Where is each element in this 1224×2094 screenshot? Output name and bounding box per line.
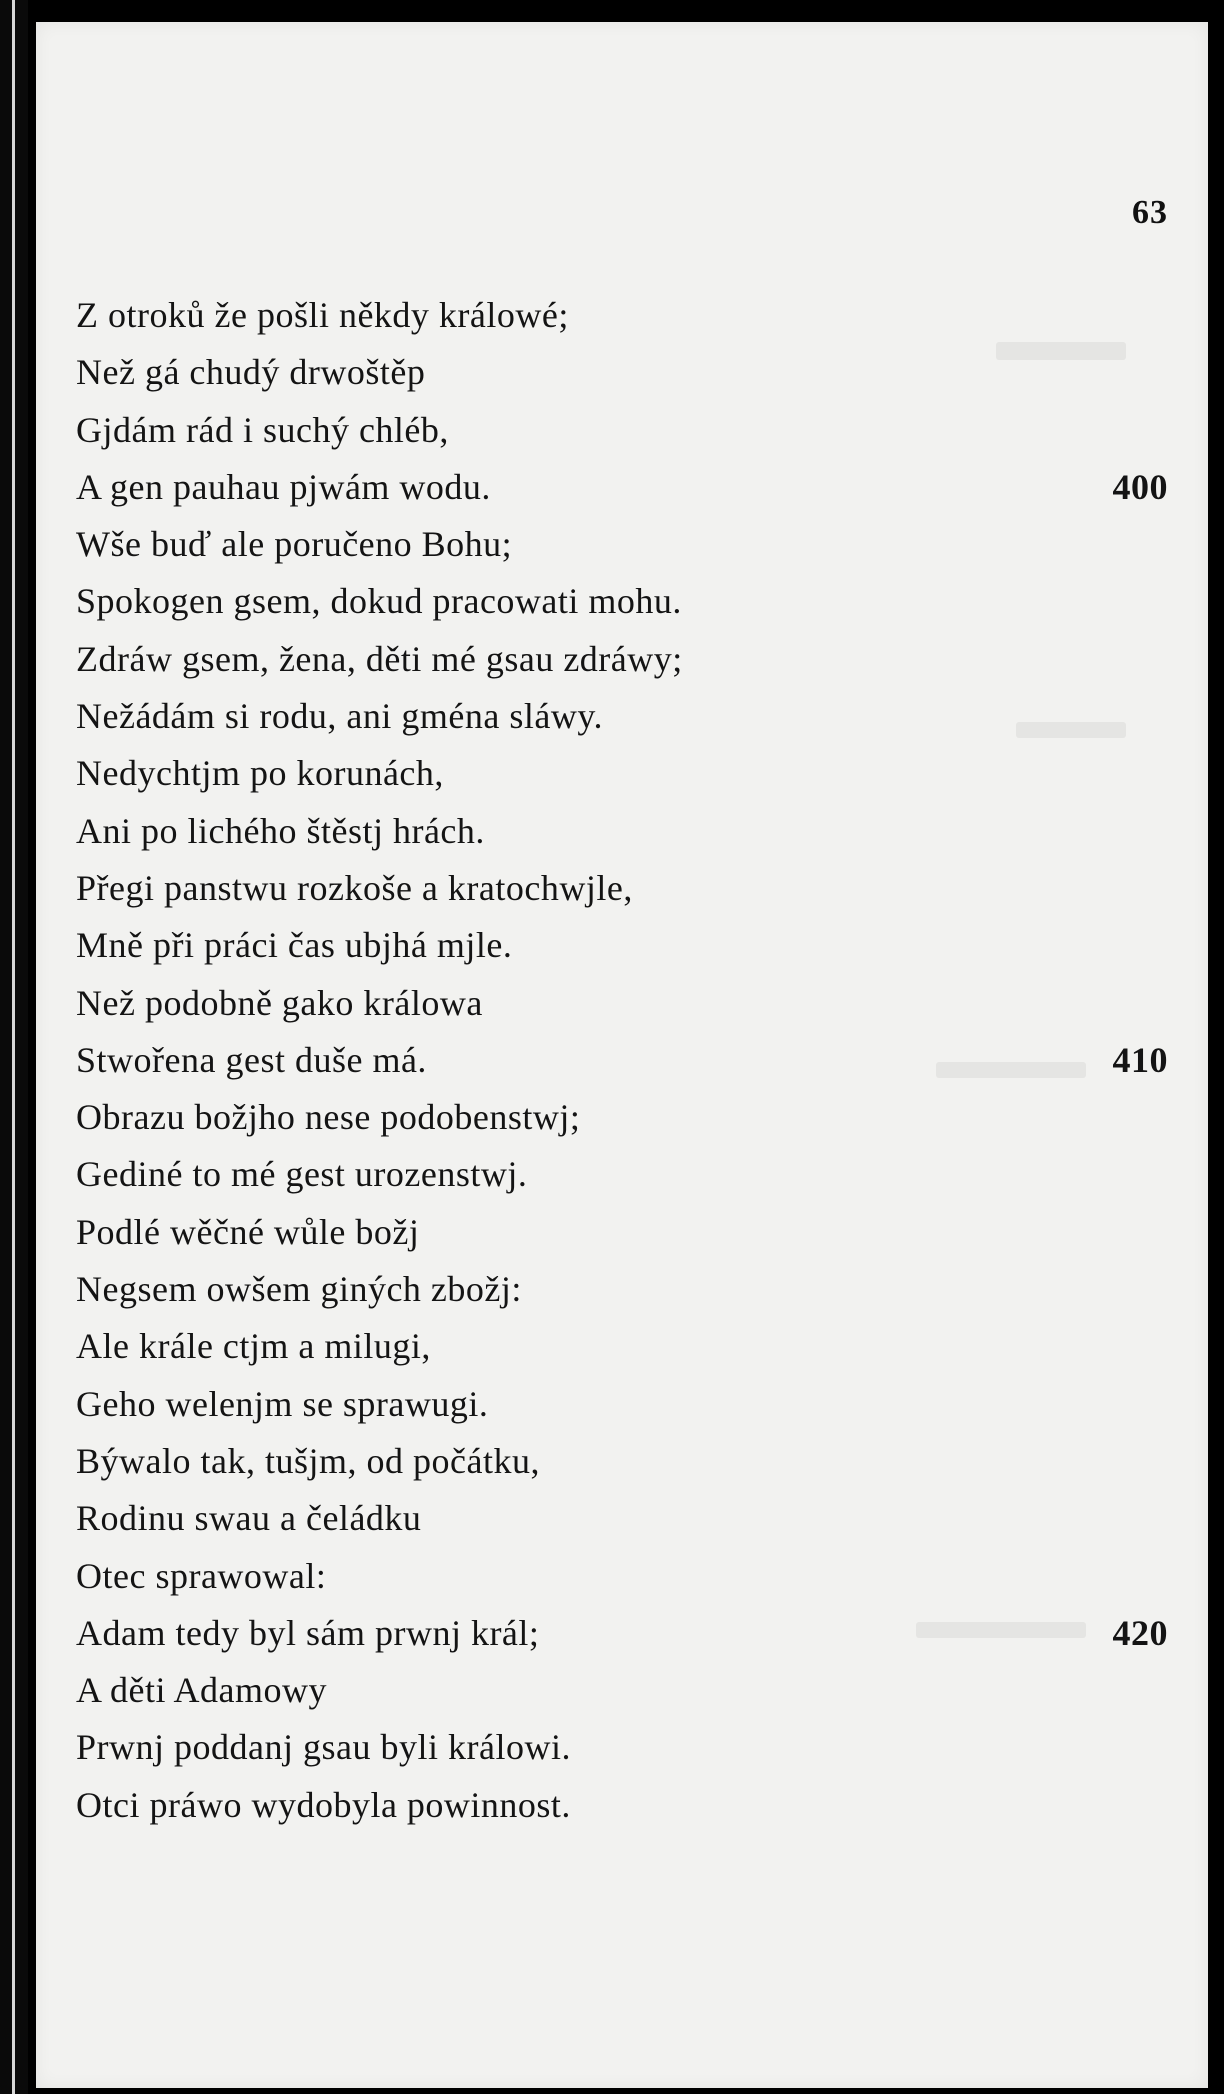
verse-text: Otci práwo wydobyla powinnost. bbox=[76, 1784, 571, 1825]
verse-line bbox=[76, 745, 1168, 802]
verse-line bbox=[76, 803, 1168, 860]
verse-text: Nedychtjm po korunách, bbox=[76, 753, 444, 794]
verse-text: Přegi panstwu rozkoše a kratochwjle, bbox=[76, 867, 633, 908]
verse-text: Negsem owšem giných zbožj: bbox=[76, 1269, 522, 1310]
verse-line bbox=[76, 402, 1168, 459]
verse-line bbox=[76, 1548, 1168, 1605]
verse-line bbox=[76, 459, 1168, 516]
verse-line bbox=[76, 1605, 1168, 1662]
verse-line bbox=[76, 1719, 1168, 1776]
verse-text: A gen pauhau pjwám wodu. bbox=[76, 466, 491, 507]
verse-text: Podlé wěčné wůle božj bbox=[76, 1211, 420, 1252]
verse-text: Prwnj poddanj gsau byli králowi. bbox=[76, 1727, 571, 1768]
scan-left-edge bbox=[0, 0, 28, 2094]
verse-text: Adam tedy byl sám prwnj král; bbox=[76, 1612, 540, 1653]
book-page bbox=[36, 22, 1208, 2088]
verse-text: Ani po lichého štěstj hrách. bbox=[76, 810, 485, 851]
verse-line bbox=[76, 1318, 1168, 1375]
verse-text: Ale krále ctjm a milugi, bbox=[76, 1326, 431, 1367]
verse-text: Z otroků že pošli někdy králowé; bbox=[76, 295, 569, 335]
verse-text: Zdráw gsem, žena, děti mé gsau zdráwy; bbox=[76, 638, 683, 679]
verse-line bbox=[76, 1032, 1168, 1089]
line-number: 400 bbox=[1112, 466, 1168, 507]
verse-line bbox=[76, 1376, 1168, 1433]
verse-text: Otec sprawowal: bbox=[76, 1555, 327, 1596]
verse-text: Býwalo tak, tušjm, od počátku, bbox=[76, 1440, 540, 1481]
verse-text: Nežádám si rodu, ani gména sláwy. bbox=[76, 696, 604, 737]
verse-text: Mně při práci čas ubjhá mjle. bbox=[76, 925, 513, 966]
verse-line bbox=[76, 1777, 1168, 1834]
verse-line bbox=[76, 688, 1168, 745]
page-number: 63 bbox=[1132, 194, 1168, 231]
verse-text: Než podobně gako králowa bbox=[76, 982, 483, 1023]
verse-text: Obrazu božjho nese podobenstwj; bbox=[76, 1097, 581, 1138]
verse-line bbox=[76, 344, 1168, 401]
verse-line bbox=[76, 975, 1168, 1032]
verse-line bbox=[76, 573, 1168, 630]
line-number: 420 bbox=[1112, 1612, 1168, 1653]
verse-text: Gediné to mé gest urozenstwj. bbox=[76, 1154, 528, 1195]
verse-text: Rodinu swau a čeládku bbox=[76, 1498, 422, 1539]
verse-text: Než gá chudý drwoštěp bbox=[76, 352, 426, 393]
verse-line bbox=[76, 631, 1168, 688]
verse-line bbox=[76, 516, 1168, 573]
verse-line bbox=[76, 1662, 1168, 1719]
verse-text: Stwořena gest duše má. bbox=[76, 1039, 427, 1080]
verse-line bbox=[76, 1146, 1168, 1203]
verse-line bbox=[76, 287, 1168, 344]
verse-line bbox=[76, 860, 1168, 917]
line-number: 410 bbox=[1112, 1039, 1168, 1080]
spine-line bbox=[12, 0, 15, 2094]
verse-line bbox=[76, 1433, 1168, 1490]
verse-text: Gjdám rád i suchý chléb, bbox=[76, 409, 449, 450]
verse-text: Wše buď ale poručeno Bohu; bbox=[76, 524, 513, 565]
verse-line bbox=[76, 1261, 1168, 1318]
verse-line bbox=[76, 917, 1168, 974]
verse-text: Spokogen gsem, dokud pracowati mohu. bbox=[76, 581, 682, 622]
verse-line bbox=[76, 1089, 1168, 1146]
verse-text: A děti Adamowy bbox=[76, 1670, 327, 1711]
verse-text: Geho welenjm se sprawugi. bbox=[76, 1383, 489, 1424]
verse-line bbox=[76, 1490, 1168, 1547]
verse-list bbox=[76, 287, 1168, 1834]
verse-line bbox=[76, 1204, 1168, 1261]
